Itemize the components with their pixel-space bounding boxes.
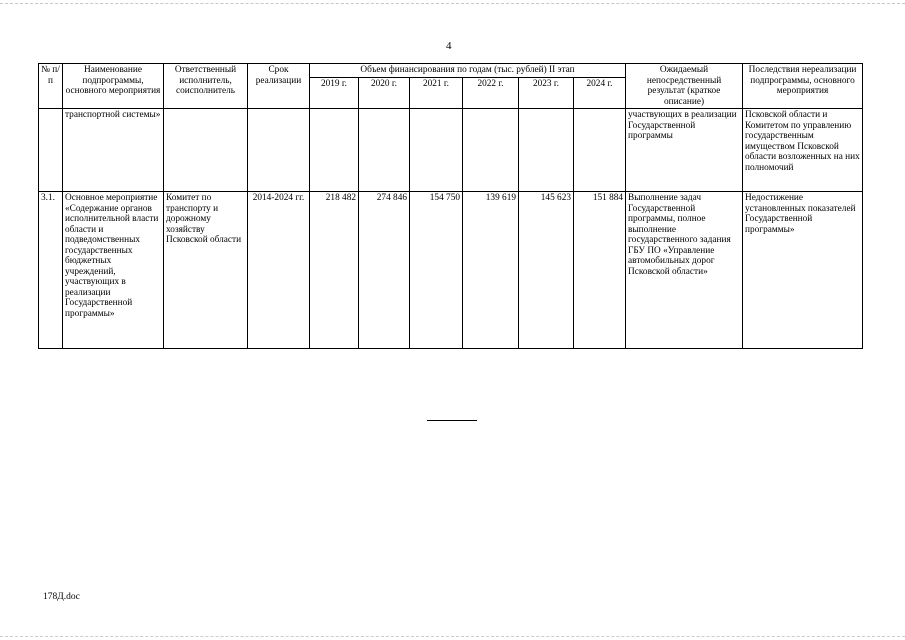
cell-value: [519, 109, 574, 192]
header-name: Наименование подпрограммы, основного мероприятия: [63, 64, 164, 109]
header-num: № п/п: [39, 64, 63, 109]
cell-value: [463, 109, 519, 192]
cell-num: 3.1.: [39, 192, 63, 349]
cell-num: [39, 109, 63, 192]
cell-value: [310, 109, 359, 192]
header-year: 2019 г.: [310, 78, 359, 109]
cell-consequences: Недостижение установленных показателей Государственной программы»: [743, 192, 863, 349]
page-number: 4: [446, 40, 452, 52]
header-year: 2023 г.: [519, 78, 574, 109]
cell-responsible: [164, 109, 248, 192]
header-row-1: [39, 64, 863, 78]
cell-name: транспортной системы»: [63, 109, 164, 192]
table-row: [39, 192, 863, 349]
end-separator-line: [427, 420, 477, 421]
header-term: Срок реализации: [248, 64, 310, 109]
cell-value-2022: 139 619: [463, 192, 519, 349]
header-responsible: Ответственный исполнитель, соисполнитель: [164, 64, 248, 109]
financing-table: [38, 63, 863, 349]
cell-value: [574, 109, 626, 192]
table-row-continuation: [39, 109, 863, 192]
cell-value-2019: 218 482: [310, 192, 359, 349]
scan-edge-bottom: [0, 636, 905, 637]
cell-term: [248, 109, 310, 192]
cell-expected: Выполнение задач Государственной программы, полное выполнение государственного задания ГБУ ПО «Управление автомобильных дорог Псковской области»: [626, 192, 743, 349]
header-consequences: Последствия нереализации подпрограммы, основного мероприятия: [743, 64, 863, 109]
header-year: 2020 г.: [359, 78, 410, 109]
cell-value: [359, 109, 410, 192]
cell-value-2020: 274 846: [359, 192, 410, 349]
footer-filename: 178Д.doc: [43, 592, 80, 602]
cell-responsible: Комитет по транспорту и дорожному хозяйству Псковской области: [164, 192, 248, 349]
cell-name: Основное мероприятие «Содержание органов исполнительной власти области и подведомственных государственных бюджетных учреждений, участвующих в реализации Государственной программы»: [63, 192, 164, 349]
cell-value-2023: 145 623: [519, 192, 574, 349]
header-year: 2024 г.: [574, 78, 626, 109]
header-year: 2021 г.: [410, 78, 463, 109]
cell-expected: участвующих в реализации Государственной программы: [626, 109, 743, 192]
cell-consequences: Псковской области и Комитетом по управлению государственным имуществом Псковской области возложенных на них полномочий: [743, 109, 863, 192]
header-financing: Объем финансирования по годам (тыс. рублей) II этап: [310, 64, 626, 78]
header-expected: Ожидаемый непосредственный результат (краткое описание): [626, 64, 743, 109]
cell-value: [410, 109, 463, 192]
cell-value-2024: 151 884: [574, 192, 626, 349]
cell-value-2021: 154 750: [410, 192, 463, 349]
header-year: 2022 г.: [463, 78, 519, 109]
scan-edge-top: [0, 3, 905, 4]
cell-term: 2014-2024 гг.: [248, 192, 310, 349]
